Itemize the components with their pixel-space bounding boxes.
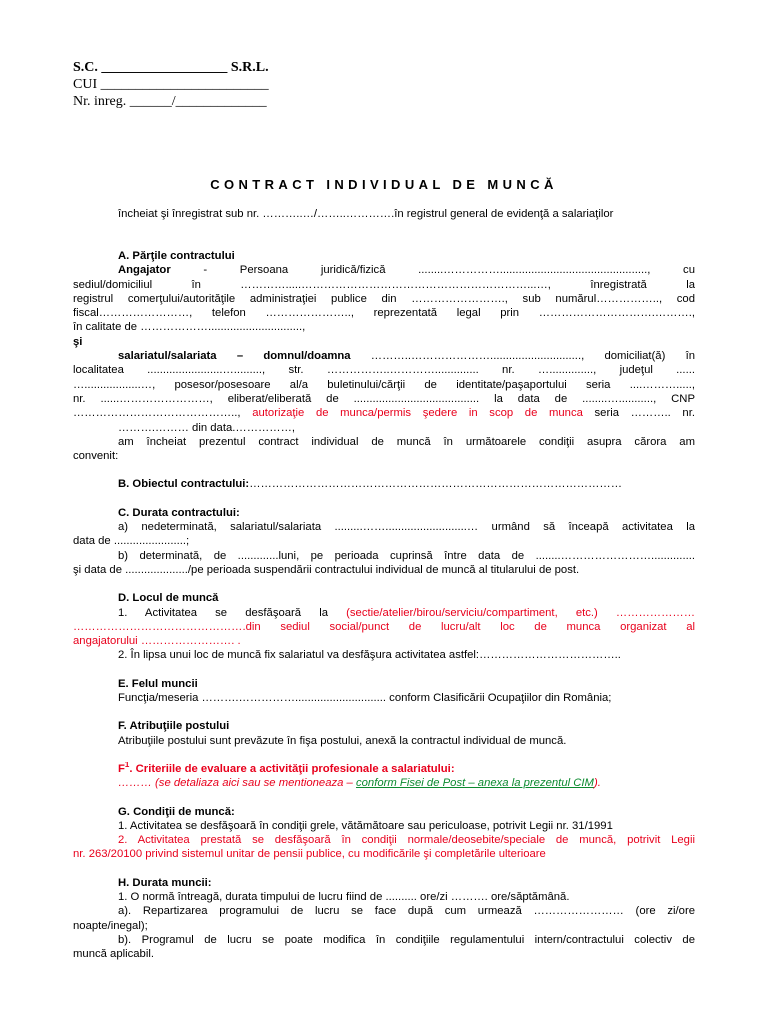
section-b-heading: B. Obiectul contractului: (118, 478, 250, 491)
section-e-heading: E. Felul muncii (118, 677, 198, 690)
section-f1-superscript: 1 (124, 761, 130, 770)
section-a-text: …………………………………….., (73, 407, 253, 420)
section-a-line: convenit: (73, 450, 119, 463)
section-c-line: b) determinată, de .............luni, pe perioada cuprinsă între data de ........…………………….............. (118, 549, 695, 562)
work-permit-text: autorizaţie de munca/permis şedere in scop de munca (252, 407, 583, 420)
document-title: CONTRACT INDIVIDUAL DE MUNCĂ (210, 177, 558, 192)
section-d-line: 2. În lipsa unui loc de muncă fix salariatul va desfăşura activitatea astfel:……………………………….. (118, 649, 621, 662)
section-f1-text-end: ). (593, 777, 601, 790)
section-d-line (73, 606, 695, 620)
section-h-heading: H. Durata muncii: (118, 876, 212, 889)
section-b-text: ……………………………………………………………………………………… (249, 478, 622, 491)
employer-label: Angajator (118, 264, 171, 277)
section-h-line: b). Programul de lucru se poate modifica în condiţiile regulamentului intern/contractului colectiv de (118, 933, 695, 946)
section-h-line: noapte/inegal); (73, 919, 148, 932)
section-a-line: fiscal……………………, telefon ………………….., reprezentată legal prin ………………………….………., (73, 307, 695, 320)
section-a-line: sediul/domiciliul în ………….....……………………………………………………...…, înregistrată la (73, 278, 695, 291)
section-a-line: am încheiat prezentul contract individual de muncă în următoarele condiţii asupra cărora am (118, 435, 695, 448)
section-a-and: şi (73, 335, 83, 348)
section-a-heading: A. Părţile contractului (118, 250, 235, 262)
section-a-line: în calitate de ……………….............................., (73, 321, 306, 334)
job-description-reference: conform Fisei de Post – anexa la prezentul CIM (355, 777, 594, 790)
contract-body (73, 249, 695, 961)
registration-number-line: Nr. inreg. ______/_____________ (73, 94, 267, 109)
section-a-line: …..................…, posesor/posesoare al/a buletinului/cărţii de identitate/paşaportului seria ....………....., (73, 378, 695, 391)
section-c-line: şi data de ..................../pe perioada suspendării contractului individual de muncă al titularului de post. (73, 563, 580, 576)
section-d-heading: D. Locul de muncă (118, 592, 219, 605)
section-h-line: 1. O normă întreagă, durata timpului de lucru fiind de .......... ore/zi ………. ore/săptămână. (118, 890, 570, 903)
section-a-line: registrul comerţului/autorităţile administraţiei publice din ……………………., sub numărul…………….., cod (73, 292, 695, 305)
section-f1-title: . Criteriile de evaluare a activităţii profesionale a salariatului: (129, 762, 455, 775)
section-f-heading: F. Atribuţiile postului (118, 720, 230, 733)
section-f-line: Atribuţiile postului sunt prevăzute în fişa postului, anexă la contractul individual de muncă. (118, 734, 567, 747)
section-b-line (73, 477, 695, 491)
section-d-red-line: angajatorului ……………………. . (73, 635, 241, 648)
section-g-heading: G. Condiţii de muncă: (118, 805, 235, 818)
employer-text: - Persoana juridică/fizică ........……………..............................................., cu (170, 264, 695, 277)
section-a-permit-line (73, 406, 695, 420)
section-h-line: a). Repartizarea programului de lucru se face după cum urmează …………………… (ore zi/ore (118, 905, 695, 918)
section-f1-text: ……… (se detaliaza aici sau se mentioneaza – (118, 777, 356, 790)
registration-line: încheiat şi înregistrat sub nr. ………..…/……..………….în registrul general de evidenţă a salariaţilor (118, 208, 614, 220)
section-f1-heading (73, 762, 695, 776)
employee-text: ………..…………………............................., domiciliat(ă) în (350, 350, 695, 363)
section-d-red-line: ……………………………………….din sediul social/punct de lucru/alt loc de munca organizat al (73, 620, 695, 633)
section-f1-letter: F (118, 762, 125, 775)
section-g-red-line: 2. Activitatea prestată se desfăşoară în condiţii normale/deosebite/speciale de muncă, potrivit Legii (118, 834, 695, 847)
cui-line: CUI ________________________ (73, 77, 269, 92)
section-g-line: 1. Activitatea se desfăşoară în condiţii grele, vătămătoare sau periculoase, potrivit Legii nr. 31/1991 (118, 819, 613, 832)
section-a-employer-line (73, 263, 695, 277)
section-a-line: nr. ......……………………, eliberat/eliberată de ........................................ la data de ........…..........., CNP (73, 392, 695, 405)
section-e-line: Funcţia/meseria ……….……………............................. conform Clasificării Ocupaţiilor din România; (118, 692, 612, 705)
section-a-line: ……….……… din data.……………, (118, 421, 296, 434)
section-c-heading: C. Durata contractului: (118, 506, 240, 519)
section-g-red-line: nr. 263/20100 privind sistemul unitar de pensii publice, cu modificările şi completările ulterioare (73, 848, 546, 861)
section-c-line: data de .......................; (73, 535, 190, 548)
section-a-employee-line (73, 349, 695, 363)
employee-label: salariatul/salariata – domnul/doamna (118, 350, 351, 363)
section-h-line: muncă aplicabil. (73, 948, 155, 961)
section-d-text: 1. Activitatea se desfăşoară la (118, 606, 347, 619)
section-c-line: a) nedeterminată, salariatul/salariata .........……..........................… urmând să înceapă activitatea la (118, 521, 695, 534)
company-name-line: S.C. __________________ S.R.L. (73, 60, 269, 75)
section-a-text: seria ……….. nr. (582, 407, 695, 420)
section-f1-line (73, 776, 695, 790)
section-a-line: localitatea ........................…........., str. ……………..………….............. nr. ….............., judeţul ...... (73, 364, 695, 377)
section-d-red-text: (sectie/atelier/birou/serviciu/compartiment, etc.) ………………… (346, 606, 695, 619)
